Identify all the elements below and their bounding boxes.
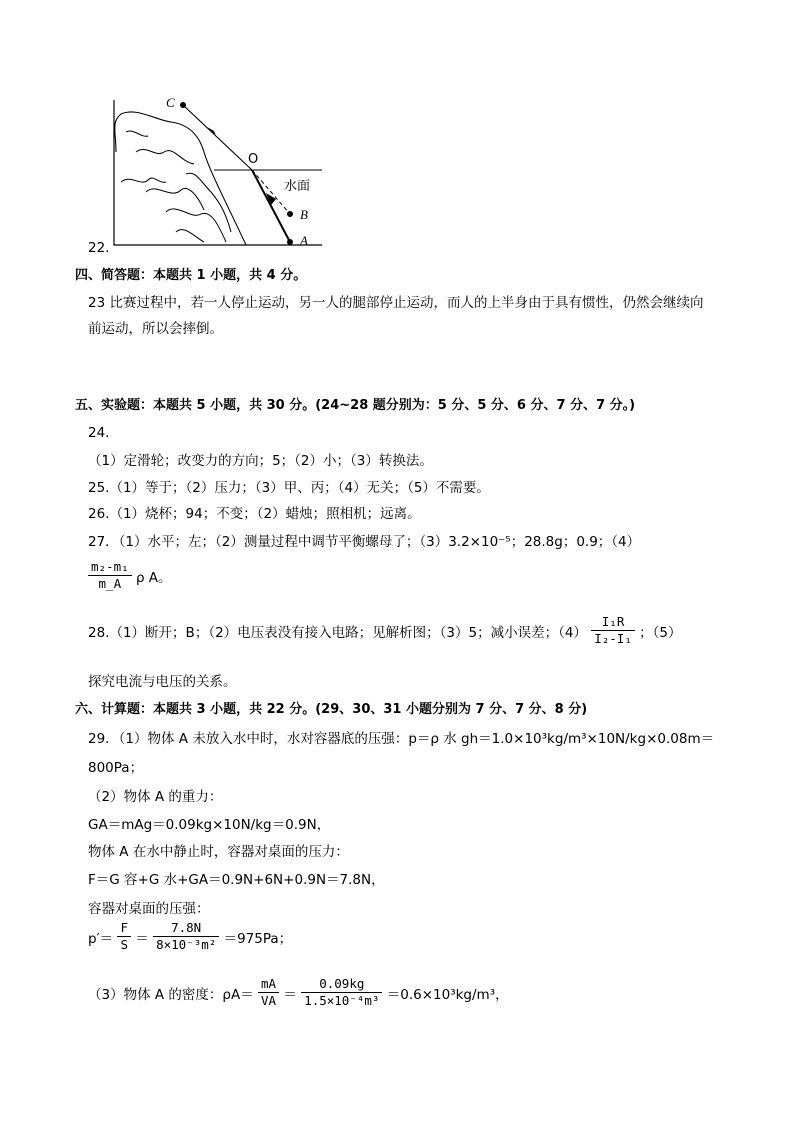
q29-pressure-result: ＝975Pa； <box>223 930 293 947</box>
q29-line-4: GA＝mAg＝0.09kg×10N/kg＝0.9N， <box>88 817 331 833</box>
q27-tail: ρ A。 <box>135 569 172 586</box>
q29-line-6: F＝G 容+G 水+GA＝0.9N+6N+0.9N＝7.8N， <box>88 872 385 888</box>
water-surface-label: 水面 <box>284 179 311 194</box>
q27-formula <box>88 560 172 592</box>
q29-density-prefix: （3）物体 A 的密度：ρA＝ <box>88 986 254 1003</box>
label-b: B <box>300 207 308 222</box>
question-22-number: 22. <box>88 240 110 256</box>
q27-fraction-numerator: m₂-m₁ <box>88 560 132 576</box>
q29-frac3-numerator: mA <box>258 977 279 993</box>
q29-frac1-denominator: S <box>120 937 128 953</box>
q29-line-3: （2）物体 A 的重力： <box>88 789 223 805</box>
q28-line-2: 探究电流与电压的关系。 <box>88 674 237 690</box>
label-o: O <box>248 152 259 167</box>
q28-line-1 <box>88 615 682 647</box>
q29-frac4-numerator: 0.09kg <box>301 977 382 993</box>
q25-answer: 25.（1）等于；（2）压力；（3）甲、丙；（4）无关；（5）不需要。 <box>88 480 490 496</box>
q29-density-formula <box>88 977 509 1009</box>
q29-frac3-denominator: VA <box>261 993 277 1009</box>
refraction-diagram <box>86 92 326 252</box>
q24-answer: （1）定滑轮；改变力的方向；5；（2）小；（3）转换法。 <box>88 453 433 469</box>
equals-sign-2: ＝ <box>283 986 297 1003</box>
q28-fraction-numerator: I₁R <box>591 615 635 631</box>
q29-line-7: 容器对桌面的压强： <box>88 901 210 917</box>
label-c: C <box>166 95 175 110</box>
q29-frac4-denominator: 1.5×10⁻⁴m³ <box>304 993 380 1009</box>
q27-fraction-denominator: m_A <box>98 576 122 592</box>
q26-answer: 26.（1）烧杯；94；不变；（2）蜡烛；照相机；远离。 <box>88 506 421 522</box>
figure-22 <box>86 92 326 252</box>
q29-pressure-prefix: p′＝ <box>88 930 114 947</box>
q29-frac2-denominator: 8×10⁻³m² <box>156 937 217 953</box>
q24-number: 24． <box>88 425 119 441</box>
q28-fraction-denominator: I₂-I₁ <box>594 631 632 647</box>
q29-fraction-density-values <box>301 977 382 1009</box>
q29-line-5: 物体 A 在水中静止时，容器对桌面的压力： <box>88 844 349 860</box>
q28-head: 28.（1）断开；B；（2）电压表没有接入电路；见解析图；（3）5；减小误差；（4） <box>88 624 587 641</box>
section-5-heading: 五、实验题：本题共 5 小题，共 30 分。(24~28 题分别为：5 分、5 分、6 分、7 分、7 分。) <box>75 398 636 413</box>
q27-line-1: 27．（1）水平；左；（2）测量过程中调节平衡螺母了；（3）3.2×10⁻⁵；28.8g；0.9；（4） <box>88 534 641 550</box>
equals-sign: ＝ <box>135 930 149 947</box>
section-6-heading: 六、计算题：本题共 3 小题，共 22 分。(29、30、31 小题分别为 7 分、7 分、8 分) <box>75 702 588 717</box>
q29-line-1: 29．（1）物体 A 未放入水中时，水对容器底的压强：p＝ρ 水 gh＝1.0×10³kg/m³×10N/kg×0.08m＝ <box>88 731 715 747</box>
q23-line-2: 前运动，所以会摔倒。 <box>88 321 223 337</box>
q29-frac2-numerator: 7.8N <box>153 921 219 937</box>
q29-fraction-values <box>153 921 219 953</box>
q29-pressure-formula <box>88 921 292 953</box>
q28-fraction <box>591 615 635 647</box>
label-a: A <box>300 233 308 248</box>
q29-frac1-numerator: F <box>117 921 131 937</box>
q29-fraction-m-over-v <box>258 977 279 1009</box>
q27-fraction <box>88 560 132 592</box>
q28-tail: ；（5） <box>639 624 682 641</box>
q23-line-1: 23 比赛过程中，若一人停止运动，另一人的腿部停止运动，而人的上半身由于具有惯性，仍然会继续向 <box>88 295 704 311</box>
q29-line-2: 800Pa； <box>88 760 144 776</box>
section-4-heading: 四、简答题：本题共 1 小题，共 4 分。 <box>75 268 307 283</box>
q29-density-result: ＝0.6×10³kg/m³， <box>386 986 509 1003</box>
q29-fraction-f-over-s <box>117 921 131 953</box>
